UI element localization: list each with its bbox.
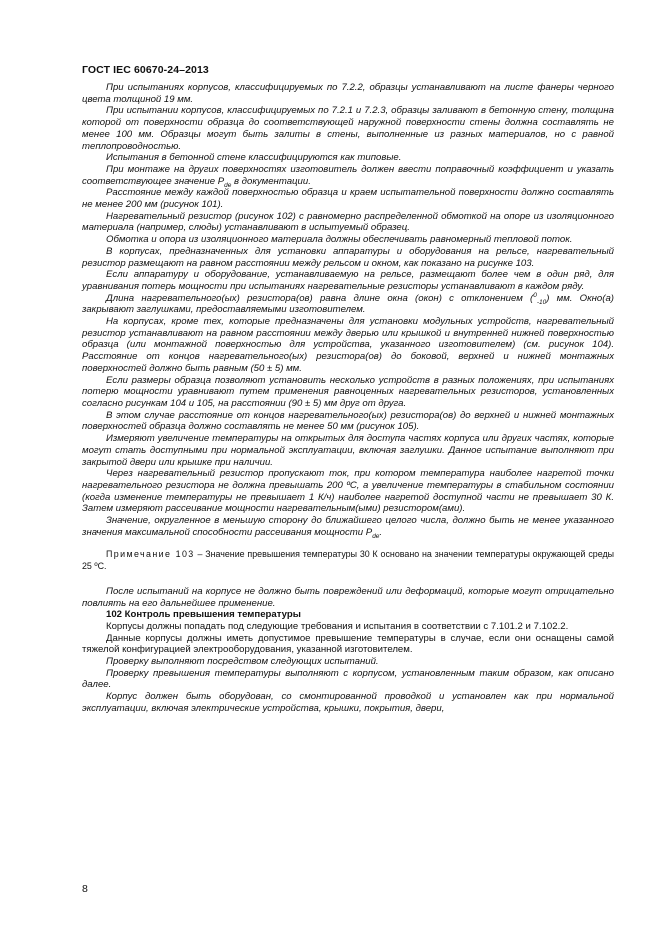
- paragraph-distance-200mm: Расстояние между каждой поверхностью образца и краем испытательной поверхности должно составлять не менее 200 мм (рисунок 101).: [82, 187, 614, 211]
- paragraph-current-200c: Через нагревательный резистор пропускают ток, при котором температура наиболее нагретой точки нагревательного резистора не должна превышать 200 ºС, а увеличение температуры в стабильном состоянии (когда изменение температуры не превышает 1 К/ч) наиболее нагретой доступной части не превышает 30 К. Затем измеряют рассеивание мощности нагревательным(ыми) резистором(ами).: [82, 468, 614, 515]
- paragraph-resistor-length: Длина нагревательного(ых) резистора(ов) равна длине окна (окон) с отклонением ($^0_{-10}$) мм. Окно(а) закрывают заглушками, предоставляемыми изготовителем.: [82, 291, 614, 316]
- paragraph-concrete-wall: При испытании корпусов, классифицируемых по 7.2.1 и 7.2.3, образцы заливают в бетонную стену, толщина которой от поверхности образца до соответствующей наружной поверхности стены должна составлять не менее 100 мм. Образцы могут быть залиты в стены, выполненные из разных материалов, но с равной теплопроводностью.: [82, 105, 614, 152]
- section-paragraph: Данные корпусы должны иметь допустимое превышение температуры в случае, если они оснащены самой тяжелой конфигурацией электрооборудования, указанной изготовителем.: [82, 632, 614, 656]
- paragraph-measure-rise: Измеряют увеличение температуры на открытых для доступа частях корпуса или других частях, которые могут стать доступными при нормальной эксплуатации, включая заглушки. Данное испытание выполняют при закрытой двери или крышке при наличии.: [82, 433, 614, 468]
- paragraph-plywood-mounting: При испытаниях корпусов, классифицируемых по 7.2.2, образцы устанавливают на листе фанеры черного цвета толщиной 19 мм.: [82, 82, 614, 105]
- note-label: Примечание 103: [106, 549, 195, 560]
- note-103: [82, 549, 614, 571]
- paragraph-non-modular: На корпусах, кроме тех, которые предназначены для установки модульных устройств, нагревательный резистор устанавливают на равном расстоянии между дверью или крышкой и внутренней нижней поверхностью образца (или монтажной поверхностью для устройства, указанного изготовителем) (см. рисунок 104). Расстояние от концов нагревательного(ых) резистора(ов) до боковой, верхней и нижней монтажных поверхностей должно быть равным (50 ± 5) мм.: [82, 316, 614, 374]
- paragraph-rounded-value: Значение, округленное в меньшую сторону до ближайшего целого числа, должно быть не менее указанного значения максимальной способности рассеивания мощности $P_{de}$.: [82, 515, 614, 540]
- paragraph-heating-resistor: Нагревательный резистор (рисунок 102) с равномерно распределенной обмоткой на опоре из изоляционного материала (например, слюды) устанавливают в испытуемый образец.: [82, 210, 614, 234]
- paragraph-after-tests: После испытаний на корпусе не должно быть повреждений или деформаций, которые могут отрицательно повлиять на его дальнейшее применение.: [82, 585, 614, 609]
- section-italic-paragraph: Корпус должен быть оборудован, со смонтированной проводкой и установлен как при нормальной эксплуатации, включая электрические устройства, крышки, покрытия, двери,: [82, 691, 614, 714]
- section-italic-paragraph: Проверку превышения температуры выполняют с корпусом, установленным таким образом, как описано далее.: [82, 667, 614, 691]
- paragraph-type-tests: Испытания в бетонной стене классифицируются как типовые.: [106, 152, 402, 164]
- paragraph-multiple-rows: Если аппаратуру и оборудование, устанавливаемую на рельсе, размещают более чем в один ряд, для уравнивания потерь мощности при испытаниях нагревательные резисторы устанавливают в каждом ряду.: [82, 269, 614, 292]
- paragraph-heat-flow: Обмотка и опора из изоляционного материала должны обеспечивать равномерный тепловой поток.: [106, 234, 573, 246]
- note-text: – Значение превышения температуры 30 К основано на значении температуры окружающей среды 25 ºС.: [82, 549, 614, 571]
- document-header: ГОСТ IEC 60670-24–2013: [82, 64, 209, 76]
- paragraph-multiple-positions: Если размеры образца позволяют установить несколько устройств в разных положениях, при испытаниях потерю мощности уравнивают путем применения равноценных нагревательных резисторов, установленных согласно рисункам 104 и 105, на расстоянии (90 ± 5) мм друг от друга.: [82, 374, 614, 409]
- section-paragraph: Корпусы должны попадать под следующие требования и испытания в соответствии с 7.101.2 и 7.102.2.: [106, 620, 569, 632]
- paragraph-correction-factor: При монтаже на других поверхностях изготовитель должен ввести поправочный коэффициент и указать соответствующее значение $P_{de}$ в документации.: [82, 163, 614, 189]
- section-italic-paragraph: Проверку выполняют посредством следующих испытаний.: [106, 656, 379, 668]
- document-body: [82, 82, 614, 715]
- section-heading-102: 102 Контроль превышения температуры: [106, 609, 301, 621]
- page-number: 8: [82, 883, 88, 895]
- paragraph-rail-mounting: В корпусах, предназначенных для установки аппаратуры и оборудования на рельсе, нагревательный резистор размещают на равном расстоянии между рельсом и окном, как показано на рисунке 103.: [82, 245, 614, 269]
- paragraph-distance-50mm: В этом случае расстояние от концов нагревательного(ых) резистора(ов) до верхней и нижней монтажных поверхностей образца должно составлять не менее 50 мм (рисунок 105).: [82, 409, 614, 433]
